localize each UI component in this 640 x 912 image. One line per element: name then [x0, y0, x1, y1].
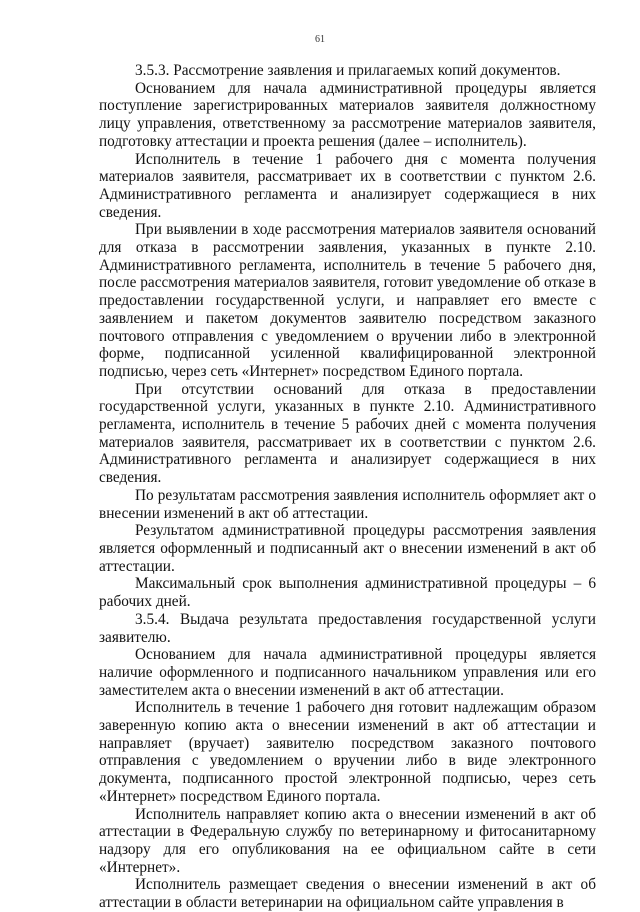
page-number: 61 [315, 34, 325, 45]
paragraph-no-refusal: При отсутствии оснований для отказа в предоставлении государственной услуги, указанных в пункте 2.10. Административного регламента, исполнитель в течение 5 рабочих дней с момента получения материалов заявителя, рассматривает их в соответствии с пунктом 2.6. Административного регламента и анализирует содержащиеся в них сведения. [99, 380, 596, 487]
paragraph-results: По результатам рассмотрения заявления исполнитель оформляет акт о внесении изменений в акт об аттестации. [99, 486, 596, 522]
paragraph-federal-service: Исполнитель направляет копию акта о внесении изменений в акт об аттестации в Федеральную службу по ветеринарному и фитосанитарному надзору для его опубликования на ее официальном сайте в сети «Интернет». [99, 805, 596, 876]
paragraph-website-publication: Исполнитель размещает сведения о внесении изменений в акт об аттестации в области ветеринарии на официальном сайте управления в [99, 876, 596, 912]
section-heading-3-5-3: 3.5.3. Рассмотрение заявления и прилагаемых копий документов. [135, 62, 561, 79]
paragraph-copy-delivery: Исполнитель в течение 1 рабочего дня готовит надлежащим образом заверенную копию акта о внесении изменений в акт об аттестации и направляет (вручает) заявителю посредством заказного почтового отправления с уведомлением о вручении либо в виде электронного документа, подписанного простой электронной подписью, через сеть «Интернет» посредством Единого портала. [99, 699, 596, 805]
paragraph-executor-review: Исполнитель в течение 1 рабочего дня с момента получения материалов заявителя, рассматривает их в соответствии с пунктом 2.6. Административного регламента и анализирует содержащиеся в них сведения. [99, 150, 596, 221]
section-heading-3-5-4: 3.5.4. Выдача результата предоставления государственной услуги заявителю. [99, 610, 596, 646]
paragraph-procedure-result: Результатом административной процедуры рассмотрения заявления является оформленный и подписанный акт о внесении изменений в акт об аттестации. [99, 522, 596, 575]
paragraph-refusal-grounds: При выявлении в ходе рассмотрения материалов заявителя оснований для отказа в рассмотрении заявления, указанных в пункте 2.10. Административного регламента, исполнитель в течение 5 рабочего дня, после рассмотрения материалов заявителя, готовит уведомление об отказе в предоставлении государственной услуги, и направляет его вместе с заявлением и пакетом документов заявителю посредством заказного почтового отправления с уведомлением о вручении либо в электронной форме, подписанной усиленной квалифицированной электронной подписью, через сеть «Интернет» посредством Единого портала. [99, 221, 596, 380]
paragraph-max-duration: Максимальный срок выполнения административной процедуры – 6 рабочих дней. [99, 575, 596, 611]
paragraph-issuance-basis: Основанием для начала административной процедуры является наличие оформленного и подписанного начальником управления или его заместителем акта о внесении изменений в акт об аттестации. [99, 646, 596, 699]
document-body [99, 62, 596, 912]
paragraph-basis: Основанием для начала административной процедуры является поступление зарегистрированных материалов заявителя должностному лицу управления, ответственному за рассмотрение материалов заявителя, подготовку аттестации и проекта решения (далее – исполнитель). [99, 79, 596, 150]
